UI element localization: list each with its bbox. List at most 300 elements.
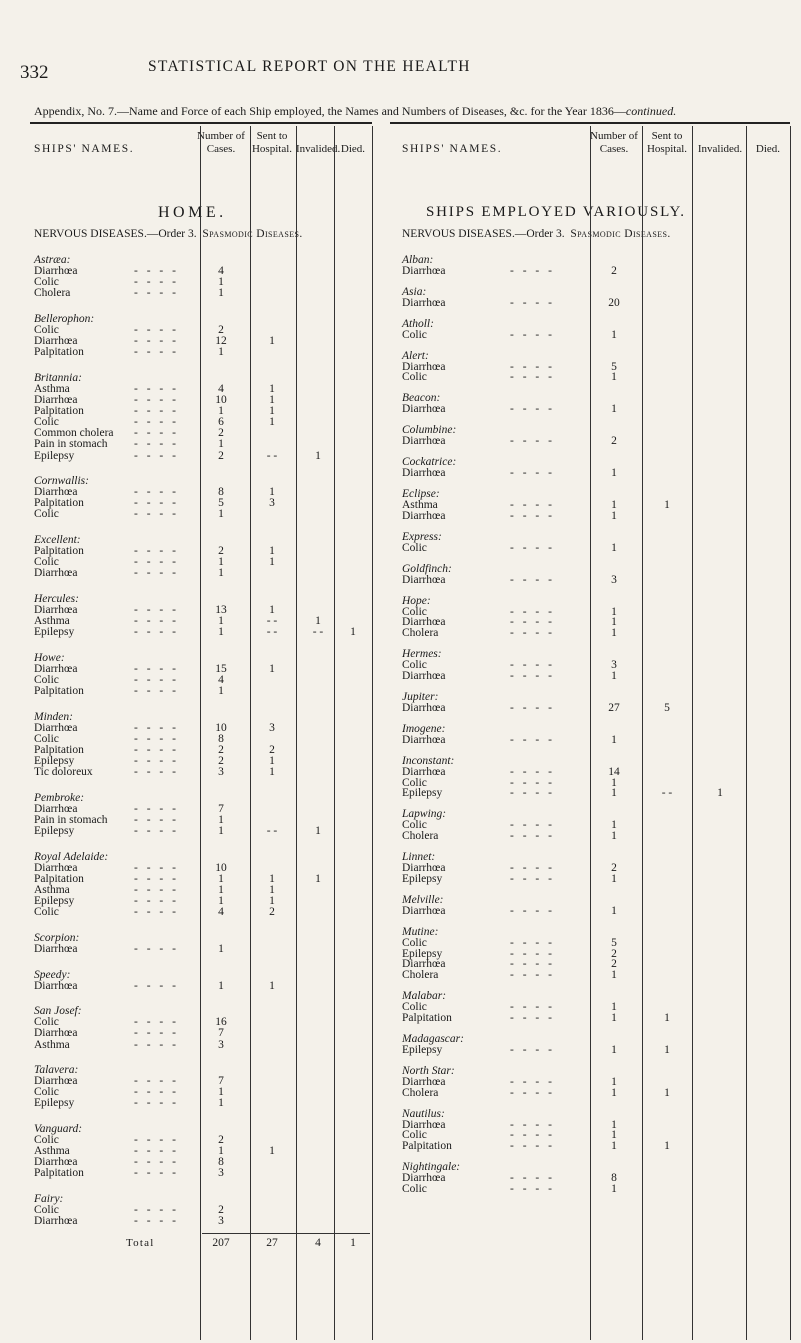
cases-value: 4 [218, 382, 224, 395]
cases-value: 2 [218, 427, 224, 440]
leader-dots: - - - - [510, 830, 555, 843]
cases-value: 1 [611, 1043, 617, 1056]
leader-dots: - - - - [510, 403, 555, 416]
cases-value: 8 [218, 486, 224, 499]
cases-value: 1 [611, 1012, 617, 1024]
disease-name: Diarrhœa [402, 403, 446, 416]
disease-name: Palpitation [402, 1140, 452, 1153]
hospital-value: 3 [269, 497, 275, 510]
leader-dots: - - - - [510, 1140, 555, 1153]
ship-name: Malabar: [402, 990, 447, 1003]
cases-value: 1 [611, 605, 617, 618]
column-rule [590, 126, 591, 1340]
disease-name: Colic [34, 1086, 59, 1099]
leader-dots: - - - - [134, 1145, 179, 1158]
leader-dots: - - - - [134, 449, 179, 462]
disease-name: Palpitation [34, 497, 84, 510]
disease-name: Diarrhœa [402, 862, 446, 875]
column-rule [642, 126, 643, 1340]
table-row [30, 626, 372, 639]
disease-name: Diarrhœa [402, 1075, 446, 1088]
leader-dots: - - - - [134, 895, 179, 908]
cases-value: 1 [218, 567, 224, 580]
cases-value: 1 [611, 776, 617, 789]
disease-name: Colic [402, 328, 427, 341]
leader-dots: - - - - [134, 486, 179, 499]
leader-dots: - - - - [510, 733, 555, 746]
order-label-text: NERVOUS DISEASES.—Order 3. [34, 228, 197, 240]
ship-name: Express: [402, 530, 442, 543]
leader-dots: - - - - [134, 942, 179, 955]
leader-dots: - - - - [510, 328, 555, 341]
disease-name: Diarrhœa [402, 733, 446, 746]
hospital-value: 1 [269, 545, 275, 558]
leader-dots: - - - - [510, 904, 555, 917]
leader-dots: - - - - [134, 427, 179, 440]
hospital-value: 1 [269, 335, 275, 348]
hospital-value: - - [266, 449, 278, 462]
ship-name: Hercules: [34, 592, 79, 605]
col-died-header: Died. [340, 143, 366, 155]
order-label [34, 228, 303, 240]
hospital-value: 1 [664, 1012, 670, 1024]
cases-value: 4 [218, 674, 224, 686]
leader-dots: - - - - [134, 265, 179, 278]
disease-name: Diarrhœa [402, 701, 446, 714]
cases-value: 1 [218, 884, 224, 896]
disease-name: Diarrhœa [402, 509, 446, 522]
cases-value: 8 [218, 1156, 224, 1169]
disease-name: Colic [34, 556, 59, 569]
ship-name: Melville: [402, 893, 444, 906]
cases-value: 13 [215, 604, 227, 616]
disease-name: Epilepsy [34, 626, 75, 639]
leader-dots: - - - - [134, 1134, 179, 1147]
leader-dots: - - - - [510, 1001, 555, 1014]
leader-dots: - - - - [134, 662, 179, 675]
ship-name: Royal Adelaide: [34, 850, 109, 863]
hospital-value: 1 [664, 1043, 670, 1056]
cases-value: 1 [218, 685, 224, 698]
disease-name: Epilepsy [34, 755, 75, 768]
leader-dots: - - - - [134, 1215, 179, 1228]
hospital-value: 1 [269, 662, 275, 675]
cases-value: 2 [218, 1204, 224, 1217]
leader-dots: - - - - [134, 416, 179, 429]
cases-value: 1 [218, 979, 224, 992]
section-title: SHIPS EMPLOYED VARIOUSLY. [426, 204, 686, 220]
leader-dots: - - - - [134, 626, 179, 639]
ship-name: Hermes: [402, 648, 442, 661]
leader-dots: - - - - [134, 394, 179, 406]
cases-value: 5 [611, 360, 617, 373]
cases-value: 1 [218, 814, 224, 826]
cases-value: 8 [611, 1172, 617, 1185]
leader-dots: - - - - [134, 405, 179, 418]
disease-name: Diarrhœa [34, 394, 78, 406]
disease-name: Cholera [402, 1086, 439, 1099]
table-row [30, 1097, 372, 1110]
disease-name: Palpitation [34, 346, 84, 359]
cases-value: 1 [611, 787, 617, 800]
appendix-title-text: Appendix, No. 7.—Name and Force of each Ship employed, the Names and Numbers of Diseases, &c. for the Year 1836— [34, 104, 626, 118]
hospital-value: 1 [269, 405, 275, 418]
leader-dots: - - - - [134, 438, 179, 451]
leader-dots: - - - - [134, 674, 179, 686]
cases-value: 1 [611, 371, 617, 384]
leader-dots: - - - - [510, 296, 555, 309]
top-rule [390, 122, 790, 124]
leader-dots: - - - - [134, 1167, 179, 1180]
cases-value: 7 [218, 1075, 224, 1088]
cases-value: 7 [218, 1027, 224, 1040]
leader-dots: - - - - [510, 435, 555, 448]
cases-value: 2 [611, 264, 617, 277]
leader-dots: - - - - [510, 872, 555, 885]
disease-name: Epilepsy [402, 872, 443, 885]
invalided-value: 1 [315, 825, 321, 838]
hospital-value: - - [266, 615, 278, 628]
disease-name: Palpitation [34, 744, 84, 756]
column-rule [746, 126, 747, 1340]
cases-value: 1 [218, 508, 224, 521]
cases-value: 1 [611, 1001, 617, 1014]
hospital-value: 2 [269, 744, 275, 756]
leader-dots: - - - - [510, 776, 555, 789]
disease-name: Diarrhœa [402, 616, 446, 629]
cases-value: 1 [611, 541, 617, 554]
order-sub: Spasmodic Diseases. [570, 228, 671, 240]
column-rule [692, 126, 693, 1340]
hospital-value: 1 [664, 1140, 670, 1153]
ship-name: Cornwallis: [34, 475, 89, 488]
column-rule [250, 126, 251, 1340]
ship-name: Asia: [402, 285, 427, 298]
ship-name: Hope: [402, 594, 431, 607]
table-row [30, 766, 372, 779]
hospital-value: 5 [664, 701, 670, 714]
leader-dots: - - - - [510, 360, 555, 373]
order-label [402, 228, 671, 240]
disease-name: Asthma [34, 1038, 70, 1051]
disease-name: Cholera [402, 830, 439, 843]
hospital-value: 1 [269, 979, 275, 992]
disease-name: Colic [402, 936, 427, 949]
ship-name: Howe: [34, 651, 65, 664]
table-row [30, 906, 372, 919]
cases-value: 10 [215, 394, 227, 406]
disease-name: Epilepsy [402, 947, 443, 960]
leader-dots: - - - - [134, 604, 179, 616]
table-row [30, 287, 372, 300]
hospital-value: 1 [269, 755, 275, 768]
leader-dots: - - - - [134, 861, 179, 874]
disease-name: Cholera [34, 287, 71, 300]
disease-name: Colic [34, 674, 59, 686]
ship-name: Mutine: [402, 925, 439, 938]
cases-value: 1 [218, 405, 224, 418]
ship-name: Fairy: [34, 1193, 64, 1205]
disease-name: Diarrhœa [34, 979, 78, 992]
leader-dots: - - - - [134, 1086, 179, 1099]
column-rule [296, 126, 297, 1340]
leader-dots: - - - - [510, 862, 555, 875]
disease-name: Diarrhœa [402, 670, 446, 682]
cases-value: 5 [218, 497, 224, 510]
leader-dots: - - - - [134, 721, 179, 734]
leader-dots: - - - - [510, 1172, 555, 1185]
disease-name: Pain in stomach [34, 438, 108, 451]
disease-name: Palpitation [34, 685, 84, 698]
leader-dots: - - - - [134, 1016, 179, 1029]
leader-dots: - - - - [134, 556, 179, 569]
leader-dots: - - - - [134, 685, 179, 698]
cases-value: 2 [218, 324, 224, 336]
disease-name: Epilepsy [34, 825, 75, 838]
cases-value: 2 [218, 744, 224, 756]
leader-dots: - - - - [134, 346, 179, 359]
appendix-title [34, 104, 676, 119]
ship-name: Astræa: [34, 254, 71, 266]
invalided-value: 1 [717, 787, 723, 800]
cases-value: 1 [611, 904, 617, 917]
cases-value: 2 [218, 755, 224, 768]
cases-value: 10 [215, 721, 227, 734]
invalided-value: 1 [315, 615, 321, 628]
cases-value: 1 [218, 276, 224, 289]
ship-name: Scorpion: [34, 931, 80, 944]
hospital-value: 1 [269, 604, 275, 616]
cases-value: 3 [611, 659, 617, 672]
disease-name: Epilepsy [34, 449, 75, 462]
cases-value: 2 [611, 862, 617, 875]
leader-dots: - - - - [134, 382, 179, 395]
disease-name: Colic [402, 819, 427, 832]
disease-name: Colic [34, 906, 59, 919]
leader-dots: - - - - [134, 1204, 179, 1217]
hospital-value: - - [266, 626, 278, 639]
cases-value: 1 [611, 819, 617, 832]
ship-name: Nightingale: [402, 1161, 461, 1174]
ship-name: Columbine: [402, 424, 457, 437]
hospital-value: 1 [664, 1086, 670, 1099]
cases-value: 1 [218, 825, 224, 838]
hospital-value: 1 [269, 382, 275, 395]
disease-name: Diarrhœa [34, 567, 78, 580]
cases-value: 20 [608, 296, 620, 309]
disease-name: Diarrhœa [402, 264, 446, 277]
leader-dots: - - - - [510, 969, 555, 982]
leader-dots: - - - - [510, 264, 555, 277]
disease-name: Colic [402, 1001, 427, 1014]
hospital-value: 1 [269, 766, 275, 779]
cases-value: 1 [218, 438, 224, 451]
cases-value: 10 [215, 861, 227, 874]
cases-value: 14 [608, 765, 620, 778]
cases-value: 2 [611, 958, 617, 971]
cases-value: 1 [611, 969, 617, 982]
cases-value: 1 [611, 1129, 617, 1142]
col-ships-header: SHIPS' NAMES. [34, 143, 135, 155]
leader-dots: - - - - [134, 825, 179, 838]
cases-value: 2 [218, 545, 224, 558]
cases-value: 1 [218, 942, 224, 955]
disease-name: Diarrhœa [34, 721, 78, 734]
cases-value: 3 [218, 1215, 224, 1228]
leader-dots: - - - - [134, 1156, 179, 1169]
leader-dots: - - - - [510, 1129, 555, 1142]
disease-name: Diarrhœa [402, 467, 446, 480]
cases-value: 1 [611, 509, 617, 522]
ship-name: Inconstant: [402, 754, 455, 767]
running-head: STATISTICAL REPORT ON THE HEALTH [148, 58, 471, 75]
invalided-value: 1 [315, 872, 321, 885]
disease-name: Colic [402, 371, 427, 384]
invalided-value: 1 [315, 449, 321, 462]
leader-dots: - - - - [134, 979, 179, 992]
disease-name: Epilepsy [34, 895, 75, 908]
disease-name: Colic [34, 416, 59, 429]
ship-name: Eclipse: [402, 488, 440, 501]
varied-table [390, 122, 790, 1340]
col-cases-header: Number of Cases. [197, 130, 245, 155]
leader-dots: - - - - [510, 1118, 555, 1131]
cases-value: 8 [218, 732, 224, 745]
cases-value: 1 [611, 328, 617, 341]
cases-value: 1 [611, 616, 617, 629]
leader-dots: - - - - [510, 947, 555, 960]
leader-dots: - - - - [510, 573, 555, 586]
column-rule [372, 126, 373, 1340]
leader-dots: - - - - [510, 1043, 555, 1056]
ship-name: Madagascar: [402, 1033, 464, 1046]
table-row [30, 1215, 372, 1228]
leader-dots: - - - - [510, 701, 555, 714]
disease-name: Diarrhœa [34, 1156, 78, 1169]
disease-name: Diarrhœa [402, 296, 446, 309]
disease-name: Colic [402, 776, 427, 789]
leader-dots: - - - - [510, 765, 555, 778]
leader-dots: - - - - [510, 819, 555, 832]
cases-value: 1 [611, 467, 617, 480]
col-invalided-header: Invalided. [697, 143, 743, 155]
hospital-value: 1 [664, 499, 670, 511]
disease-name: Asthma [402, 499, 438, 511]
hospital-value: - - [266, 825, 278, 838]
ship-name: Bellerophon: [34, 312, 95, 325]
disease-name: Colic [402, 1129, 427, 1142]
cases-value: 7 [218, 802, 224, 815]
table-row [30, 980, 372, 993]
disease-name: Diarrhœa [34, 802, 78, 815]
disease-name: Palpitation [34, 405, 84, 418]
total-died: 1 [350, 1236, 356, 1249]
column-rule [334, 126, 335, 1340]
invalided-value: - - [312, 626, 324, 639]
leader-dots: - - - - [134, 802, 179, 815]
appendix-continued: continued. [625, 104, 677, 118]
hospital-value: 2 [269, 906, 275, 919]
cases-value: 1 [218, 1086, 224, 1099]
disease-name: Diarrhœa [34, 604, 78, 616]
disease-name: Diarrhœa [34, 1027, 78, 1040]
cases-value: 3 [218, 1038, 224, 1051]
disease-name: Colic [34, 1016, 59, 1029]
disease-name: Asthma [34, 884, 70, 896]
died-value: 1 [350, 626, 356, 639]
disease-name: Pain in stomach [34, 814, 108, 826]
table-row [30, 1039, 372, 1052]
table-row [30, 685, 372, 698]
total-label: Total [126, 1236, 155, 1249]
ship-name: Alban: [402, 254, 434, 266]
ship-name: Beacon: [402, 392, 441, 405]
disease-name: Diarrhœa [34, 1075, 78, 1088]
cases-value: 1 [218, 346, 224, 359]
hospital-value: - - [661, 787, 673, 800]
cases-value: 1 [611, 1075, 617, 1088]
leader-dots: - - - - [134, 744, 179, 756]
disease-name: Diarrhœa [34, 486, 78, 499]
leader-dots: - - - - [134, 508, 179, 521]
total-cases: 207 [212, 1236, 230, 1249]
section-title: HOME. [158, 204, 227, 221]
ship-name: Linnet: [402, 851, 436, 864]
disease-name: Colic [34, 324, 59, 336]
hospital-value: 1 [269, 1145, 275, 1158]
hospital-value: 1 [269, 486, 275, 499]
ship-name: Talavera: [34, 1064, 79, 1077]
ship-name: Nautilus: [402, 1107, 445, 1120]
cases-value: 3 [218, 766, 224, 779]
ship-name: Cockatrice: [402, 456, 457, 469]
table-row [30, 825, 372, 838]
order-label-text: NERVOUS DISEASES.—Order 3. [402, 228, 565, 240]
hospital-value: 1 [269, 556, 275, 569]
ship-name: Imogene: [402, 722, 446, 735]
disease-name: Colic [34, 1204, 59, 1217]
leader-dots: - - - - [510, 659, 555, 672]
disease-name: Colic [402, 659, 427, 672]
disease-name: Colic [402, 605, 427, 618]
ship-name: North Star: [402, 1064, 455, 1077]
total-invalided: 4 [315, 1236, 321, 1249]
leader-dots: - - - - [134, 1038, 179, 1051]
cases-value: 1 [218, 1097, 224, 1110]
disease-name: Epilepsy [402, 1043, 443, 1056]
disease-name: Asthma [34, 615, 70, 628]
leader-dots: - - - - [134, 324, 179, 336]
leader-dots: - - - - [510, 1086, 555, 1099]
hospital-value: 3 [269, 721, 275, 734]
leader-dots: - - - - [134, 884, 179, 896]
cases-value: 1 [611, 733, 617, 746]
disease-name: Diarrhœa [34, 265, 78, 278]
disease-name: Epilepsy [402, 787, 443, 800]
disease-name: Diarrhœa [402, 573, 446, 586]
cases-value: 3 [218, 1167, 224, 1180]
leader-dots: - - - - [510, 670, 555, 682]
disease-name: Colic [34, 732, 59, 745]
cases-value: 6 [218, 416, 224, 429]
disease-name: Diarrhœa [34, 861, 78, 874]
leader-dots: - - - - [510, 958, 555, 971]
table-row [30, 1167, 372, 1180]
disease-name: Colic [34, 276, 59, 289]
disease-name: Diarrhœa [402, 435, 446, 448]
leader-dots: - - - - [134, 567, 179, 580]
cases-value: 3 [611, 573, 617, 586]
